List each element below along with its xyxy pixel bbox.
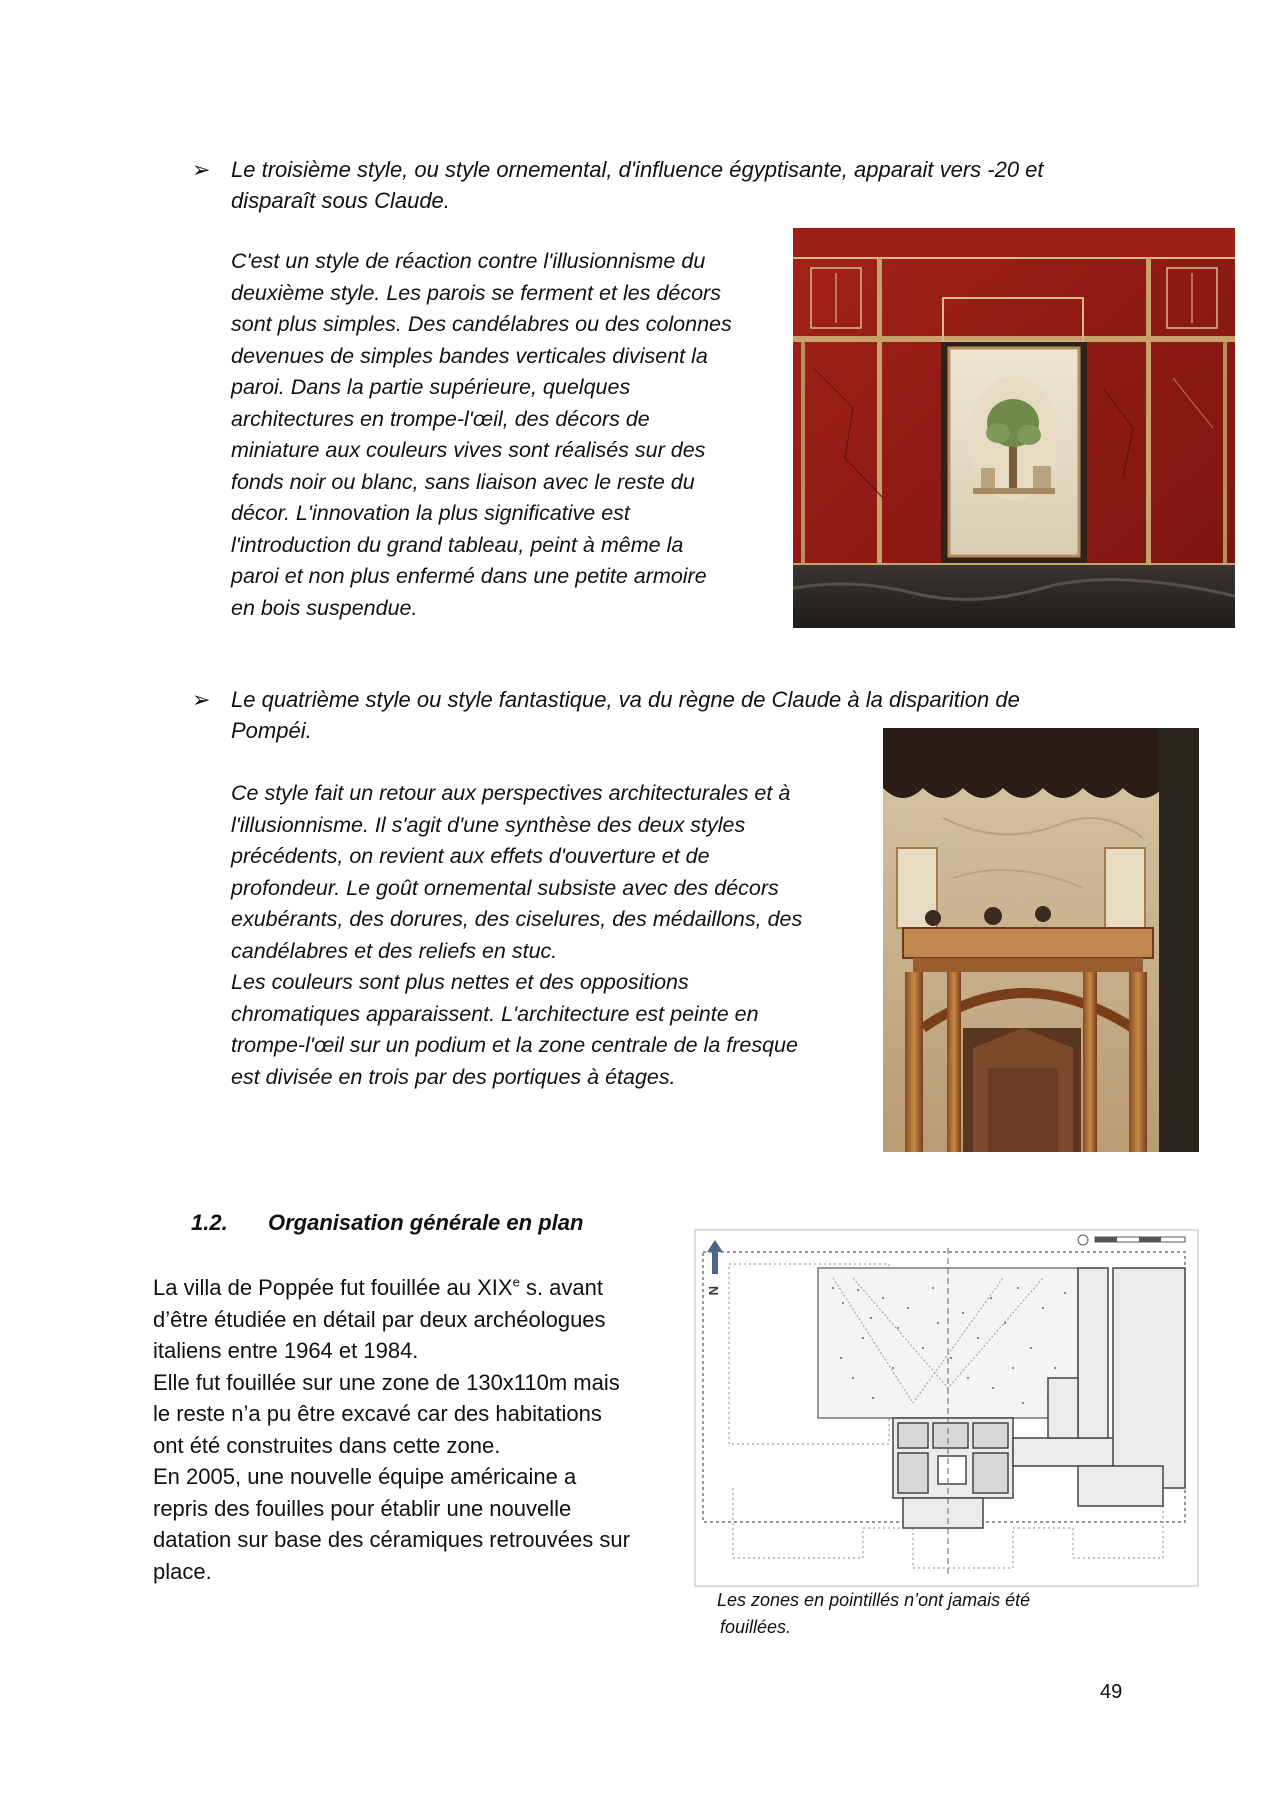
text-line: d’être étudiée en détail par deux archéologues bbox=[153, 1306, 606, 1332]
caption-line: fouillées. bbox=[720, 1617, 792, 1637]
fresco-architectural-illustration bbox=[883, 728, 1199, 1152]
text-line: paroi et non plus enfermé dans une petite armoire bbox=[231, 564, 707, 588]
text-line: Elle fut fouillée sur une zone de 130x110m mais bbox=[153, 1369, 620, 1395]
text-line: exubérants, des dorures, des ciselures, des médaillons, des bbox=[231, 907, 803, 931]
section-heading bbox=[191, 1208, 583, 1238]
text-line: trompe-l'œil sur un podium et la zone centrale de la fresque bbox=[231, 1033, 798, 1057]
bullet-arrow-icon: ➢ bbox=[192, 157, 211, 182]
text-line: candélabres et des reliefs en stuc. bbox=[231, 938, 558, 963]
text-line: en bois suspendue. bbox=[231, 595, 418, 620]
third-style-intro-line-2: disparaît sous Claude. bbox=[231, 188, 450, 213]
text-line bbox=[153, 1272, 683, 1304]
text-line-end: s. avant bbox=[519, 1275, 603, 1300]
text-line: fonds noir ou blanc, sans liaison avec le reste du bbox=[231, 469, 695, 494]
text-line: le reste n’a pu être excavé car des habitations bbox=[153, 1401, 602, 1426]
text-line: décor. L'innovation la plus significative est bbox=[231, 501, 630, 525]
caption-line: Les zones en pointillés n’ont jamais été bbox=[717, 1590, 1031, 1610]
text-line: En 2005, une nouvelle équipe américaine a bbox=[153, 1464, 577, 1489]
text-line: paroi. Dans la partie supérieure, quelques bbox=[231, 375, 631, 399]
text-line: est divisée en trois par des portiques à étages. bbox=[231, 1064, 676, 1089]
third-style-intro bbox=[231, 154, 1131, 216]
text-line: devenues de simples bandes verticales divisent la bbox=[231, 343, 708, 368]
fresco-red-wall-illustration bbox=[793, 228, 1235, 628]
superscript: e bbox=[512, 1274, 520, 1290]
text-line: ont été construites dans cette zone. bbox=[153, 1432, 501, 1458]
figure-caption bbox=[717, 1587, 1137, 1641]
scale-bar-icon bbox=[1078, 1235, 1185, 1245]
page-number: 49 bbox=[1100, 1681, 1123, 1703]
text-line: profondeur. Le goût ornemental subsiste avec des décors bbox=[231, 875, 779, 900]
site-plan-drawing bbox=[693, 1228, 1200, 1588]
third-style-intro-line-1: Le troisième style, ou style ornemental, d'influence égyptisante, apparait vers -20 et bbox=[231, 157, 1044, 182]
fourth-style-intro-line-1: Le quatrième style ou style fantastique, va du règne de Claude à la disparition de bbox=[231, 687, 1020, 712]
third-style-paragraph bbox=[231, 246, 771, 624]
text-line: miniature aux couleurs vives sont réalisés sur des bbox=[231, 438, 706, 462]
text-line: repris des fouilles pour établir une nouvelle bbox=[153, 1495, 572, 1521]
text-line: deuxième style. Les parois se ferment et les décors bbox=[231, 280, 721, 305]
text-line: sont plus simples. Des candélabres ou des colonnes bbox=[231, 312, 732, 336]
text-line: place. bbox=[153, 1558, 212, 1584]
north-arrow-icon bbox=[707, 1240, 723, 1274]
bullet-arrow-icon: ➢ bbox=[192, 687, 211, 712]
third-style-fresco-image bbox=[793, 228, 1235, 628]
section-title: Organisation générale en plan bbox=[268, 1210, 584, 1235]
text-line: chromatiques apparaissent. L'architecture est peinte en bbox=[231, 1001, 759, 1026]
plan-paragraph bbox=[153, 1272, 683, 1587]
fourth-style-fresco-image bbox=[883, 728, 1199, 1152]
text-line: C'est un style de réaction contre l'illusionnisme du bbox=[231, 249, 706, 273]
text-line: l'introduction du grand tableau, peint à même la bbox=[231, 532, 684, 557]
fourth-style-paragraph bbox=[231, 778, 871, 1093]
section-number: 1.2. bbox=[191, 1210, 228, 1235]
text-line: Ce style fait un retour aux perspectives architecturales et à bbox=[231, 781, 791, 805]
text-line: l'illusionnisme. Il s'agit d'une synthèse des deux styles bbox=[231, 812, 746, 837]
text-line: italiens entre 1964 et 1984. bbox=[153, 1338, 419, 1363]
text-line: précédents, on revient aux effets d'ouverture et de bbox=[231, 844, 710, 868]
text-line: architectures en trompe-l'œil, des décors de bbox=[231, 406, 650, 431]
text-line-start: La villa de Poppée fut fouillée au XIX bbox=[153, 1275, 513, 1300]
fourth-style-intro-line-2: Pompéi. bbox=[231, 718, 312, 743]
villa-site-plan-image bbox=[693, 1228, 1200, 1588]
text-line: Les couleurs sont plus nettes et des oppositions bbox=[231, 970, 689, 994]
north-label: N bbox=[706, 1286, 721, 1296]
text-line: datation sur base des céramiques retrouvées sur bbox=[153, 1527, 630, 1552]
